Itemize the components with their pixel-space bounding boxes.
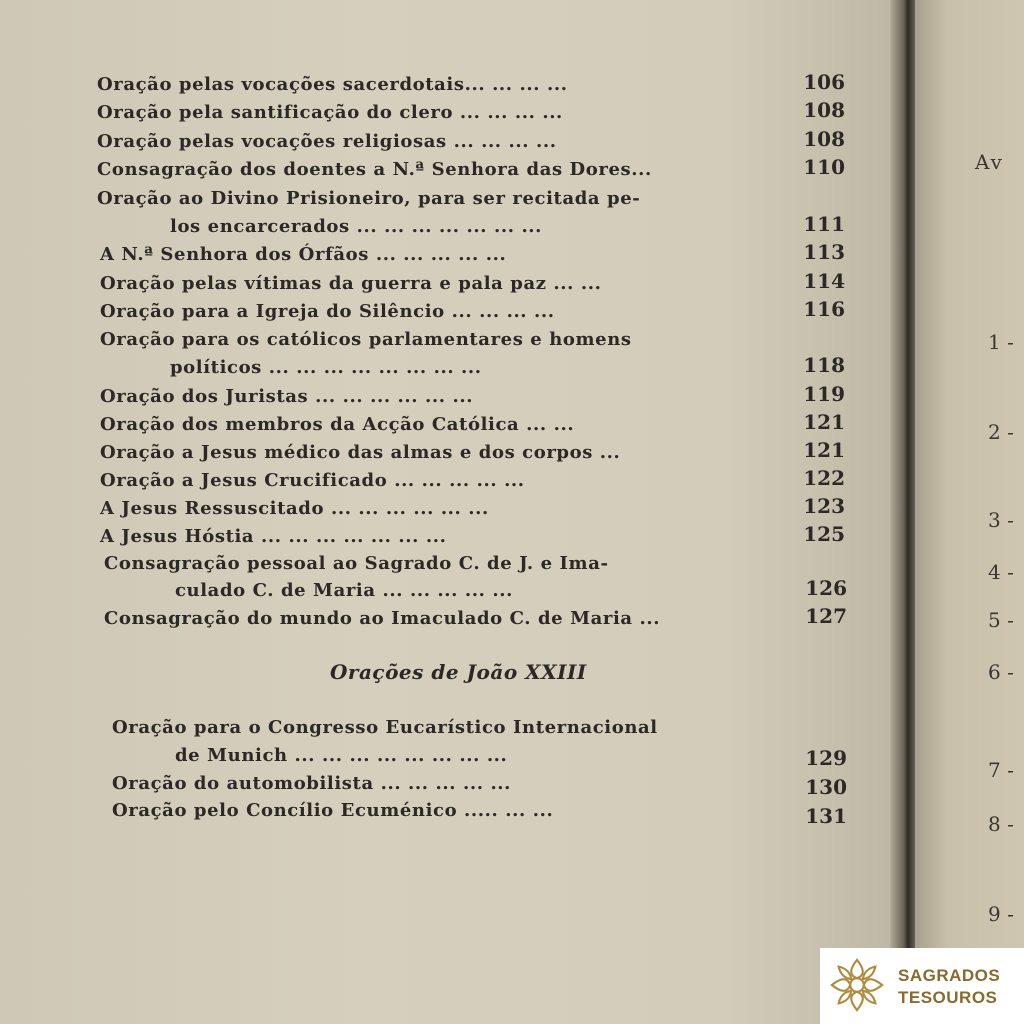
toc-entry: Oração pelo Concílio Ecuménico ..... ... ... xyxy=(112,800,554,821)
toc-entry: Oração a Jesus médico das almas e dos corpos ... xyxy=(100,442,621,463)
toc-entry: Oração pelas vocações religiosas ... ... ... ... xyxy=(97,131,557,152)
toc-entry: Oração dos membros da Acção Católica ... ... xyxy=(100,414,575,435)
ornament-icon xyxy=(828,956,886,1014)
toc-page-number: 106 xyxy=(803,70,845,94)
right-page-number: 5 - xyxy=(988,608,1014,632)
toc-page-number: 130 xyxy=(805,775,847,799)
toc-page-number: 121 xyxy=(803,410,845,434)
toc-entry: culado C. de Maria ... ... ... ... ... xyxy=(175,580,513,601)
toc-entry: Oração ao Divino Prisioneiro, para ser recitada pe- xyxy=(97,188,641,209)
toc-entry: los encarcerados ... ... ... ... ... ... ... xyxy=(170,216,543,237)
toc-page-number: 116 xyxy=(803,297,845,321)
logo-text-line1: SAGRADOS xyxy=(898,966,1001,985)
toc-entry: A Jesus Ressuscitado ... ... ... ... ... ... xyxy=(100,498,489,519)
toc-entry: Oração pela santificação do clero ... ... ... ... xyxy=(97,102,563,123)
toc-page-number: 123 xyxy=(803,494,845,518)
toc-page-number: 111 xyxy=(803,212,845,236)
brand-logo xyxy=(820,948,1024,1024)
toc-entry: Oração pelas vocações sacerdotais... ... ... ... xyxy=(97,74,568,95)
toc-entry: Oração para os católicos parlamentares e homens xyxy=(100,329,632,350)
toc-page-number: 127 xyxy=(805,604,847,628)
toc-entry: Oração a Jesus Crucificado ... ... ... ... ... xyxy=(100,470,525,491)
toc-entry: Oração do automobilista ... ... ... ... ... xyxy=(112,773,512,794)
toc-page-number: 131 xyxy=(805,804,847,828)
right-page-heading-fragment: Av xyxy=(975,150,1004,174)
toc-page-number: 119 xyxy=(803,382,845,406)
right-book-page xyxy=(915,0,1024,1024)
toc-page-number: 108 xyxy=(803,127,845,151)
toc-entry: Consagração do mundo ao Imaculado C. de Maria ... xyxy=(104,608,661,629)
toc-page-number: 110 xyxy=(803,155,845,179)
toc-entry: Oração dos Juristas ... ... ... ... ... ... xyxy=(100,386,474,407)
toc-entry: de Munich ... ... ... ... ... ... ... ... xyxy=(175,745,508,766)
toc-page-number: 108 xyxy=(803,98,845,122)
toc-page-number: 113 xyxy=(803,240,845,264)
toc-page-number: 129 xyxy=(805,746,847,770)
logo-text-line2: TESOUROS xyxy=(898,988,998,1007)
toc-entry: Consagração dos doentes a N.ª Senhora das Dores... xyxy=(97,159,652,180)
toc-entry: A Jesus Hóstia ... ... ... ... ... ... ... xyxy=(100,526,447,547)
toc-page-number: 126 xyxy=(805,576,847,600)
right-page-number: 6 - xyxy=(988,660,1014,684)
toc-page-number: 122 xyxy=(803,466,845,490)
toc-entry: Oração pelas vítimas da guerra e pala paz ... ... xyxy=(100,273,602,294)
toc-page-number: 125 xyxy=(803,522,845,546)
right-page-number: 1 - xyxy=(988,330,1014,354)
right-page-number: 8 - xyxy=(988,812,1014,836)
toc-page-number: 114 xyxy=(803,269,845,293)
toc-page-number: 121 xyxy=(803,438,845,462)
right-page-number: 4 - xyxy=(988,560,1014,584)
right-page-number: 3 - xyxy=(988,508,1014,532)
section-title: Orações de João XXIII xyxy=(330,660,587,684)
right-page-number: 2 - xyxy=(988,420,1014,444)
right-page-number: 9 - xyxy=(988,902,1014,926)
toc-entry: Consagração pessoal ao Sagrado C. de J. e Ima- xyxy=(104,553,609,574)
toc-entry: políticos ... ... ... ... ... ... ... ... xyxy=(170,357,482,378)
toc-entry: Oração para o Congresso Eucarístico Internacional xyxy=(112,717,658,738)
right-page-number: 7 - xyxy=(988,758,1014,782)
toc-page-number: 118 xyxy=(803,353,845,377)
toc-entry: Oração para a Igreja do Silêncio ... ... ... ... xyxy=(100,301,555,322)
toc-entry: A N.ª Senhora dos Órfãos ... ... ... ... ... xyxy=(100,244,507,265)
